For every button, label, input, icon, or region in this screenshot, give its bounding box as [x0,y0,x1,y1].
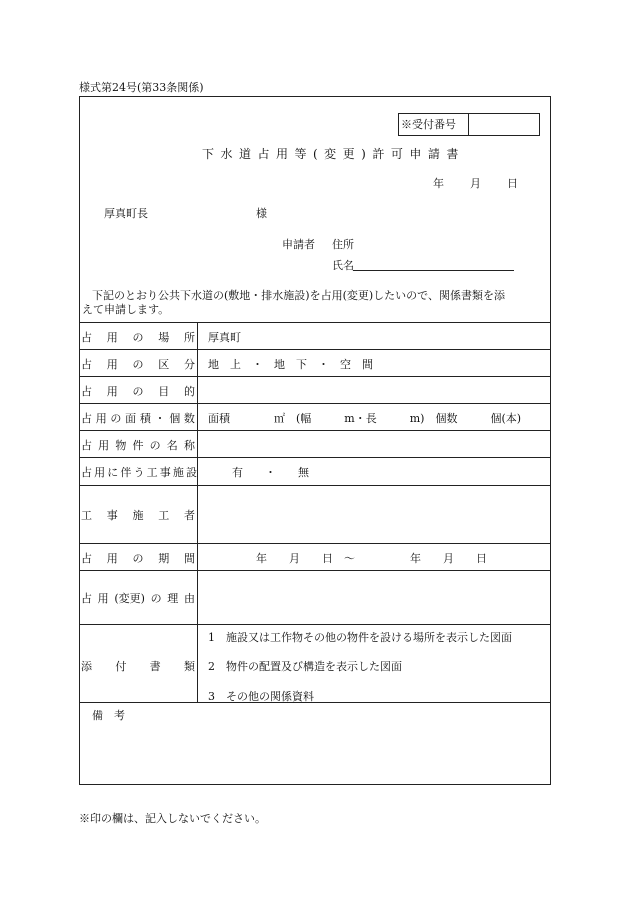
applicant-name-line[interactable] [353,270,514,271]
area-label-char: 個 [169,412,181,425]
reason-label-char: 理 [167,592,179,605]
attachment-item: 1 施設又は工作物その他の物件を設ける場所を表示した図面 [208,631,512,644]
place-label-char: 用 [106,331,118,344]
object-name-label [81,437,195,453]
attachments-label-char: 類 [183,660,195,673]
area-label-char: 数 [183,412,195,425]
division-value[interactable]: 地 上 ・ 地 下 ・ 空 間 [208,358,373,371]
period-label-char: 期 [158,552,170,565]
period-label-char: 間 [184,552,195,565]
construction-label-char: 施 [172,466,184,479]
addressee-name: 厚真町長 [104,207,148,220]
period-label-char: 用 [106,552,118,565]
applicant-name-label: 氏名 [332,259,354,272]
place-label-char: 占 [81,331,92,344]
area-label-char: 面 [125,412,137,425]
division-label-char: 分 [184,358,195,371]
footnote: ※印の欄は、記入しないでください。 [79,812,266,825]
division-label-char: 区 [158,358,170,371]
receipt-number-label: ※受付番号 [399,114,469,135]
object-name-label-char: 件 [132,439,144,452]
division-label-char: 用 [106,358,118,371]
construction-value[interactable]: 有 ・ 無 [232,466,309,479]
attachments-label-char: 書 [149,660,161,673]
contractor-label-char: 者 [184,509,195,522]
place-label-char: の [132,331,144,344]
area-label-char: ・ [154,412,166,425]
contractor-label [81,507,195,523]
reason-label-char: 由 [183,592,195,605]
construction-label-char: に [107,466,119,479]
period-value[interactable]: 年 月 日 〜 年 月 日 [256,552,487,565]
purpose-label-char: 用 [106,385,118,398]
purpose-label-char: 目 [158,385,170,398]
attachments-label-char: 添 [81,660,92,673]
row-divider [79,376,551,377]
period-label [81,550,195,566]
row-divider [79,430,551,431]
reason-label-char: (変更) [114,592,145,605]
label-column-divider [197,322,198,702]
purpose-value[interactable] [208,383,548,399]
place-label-char: 場 [158,331,170,344]
purpose-label-char: 的 [184,385,195,398]
row-divider [79,349,551,350]
row-divider [79,322,551,323]
attachment-item: 2 物件の配置及び構造を表示した図面 [208,660,402,673]
area-value[interactable]: 面積 ㎡ (幅 m・長 m) 個数 個(本) [208,412,522,425]
object-name-label-char: 物 [115,439,127,452]
object-name-value[interactable] [208,437,548,453]
contractor-label-char: 工 [158,509,170,522]
row-divider [79,624,551,625]
applicant-address-label: 住所 [332,238,354,251]
object-name-label-char: 占 [81,439,92,452]
date-month: 月 [470,177,481,190]
construction-label [81,464,197,480]
reason-value[interactable] [208,578,548,618]
contractor-label-char: 事 [106,509,118,522]
row-divider [79,403,551,404]
form-title: 下水道占用等(変更)許可申請書 [202,147,465,161]
intro-line-1: 下記のとおり公共下水道の(敷地・排水施設)を占用(変更)したいので、関係書類を添 [92,289,505,302]
construction-label-char: 伴 [120,466,132,479]
object-name-label-char: 用 [98,439,110,452]
object-name-label-char: 名 [166,439,178,452]
row-divider [79,543,551,544]
place-value[interactable]: 厚真町 [208,331,241,344]
application-date [433,175,518,191]
construction-label-char: 設 [186,466,197,479]
intro-text [82,289,542,317]
contractor-label-char: 施 [132,509,144,522]
reason-label [81,590,195,606]
construction-label-char: 占 [81,466,92,479]
row-divider [79,702,551,703]
intro-line-2: えて申請します。 [82,303,170,316]
construction-label-char: う [133,466,145,479]
contractor-value[interactable] [208,495,548,535]
purpose-label-char: の [132,385,144,398]
area-label-char: の [110,412,122,425]
construction-label-char: 工 [146,466,158,479]
division-label-char: の [132,358,144,371]
period-label-char: 占 [81,552,92,565]
place-label [81,329,195,345]
row-divider [79,485,551,486]
reason-label-char: の [150,592,162,605]
attachments-label-char: 付 [115,660,127,673]
object-name-label-char: の [149,439,161,452]
date-year: 年 [433,177,444,190]
applicant-label: 申請者 [282,238,315,251]
receipt-number-field[interactable] [469,114,539,135]
area-label [81,410,195,426]
object-name-label-char: 称 [183,439,195,452]
period-label-char: の [132,552,144,565]
addressee-honorific: 様 [256,207,267,220]
purpose-label-char: 占 [81,385,92,398]
area-label-char: 用 [95,412,107,425]
form-number: 様式第24号(第33条関係) [79,81,204,94]
area-label-char: 積 [139,412,151,425]
construction-label-char: 用 [94,466,106,479]
contractor-label-char: 工 [81,509,92,522]
row-divider [79,457,551,458]
construction-label-char: 事 [159,466,171,479]
area-label-char: 占 [81,412,92,425]
attachment-item: 3 その他の関係資料 [208,690,314,703]
reason-label-char: 占 [81,592,92,605]
division-label [81,356,195,372]
purpose-label [81,383,195,399]
receipt-number-box [398,113,540,136]
reason-label-char: 用 [97,592,109,605]
remarks-label: 備 考 [92,709,125,722]
division-label-char: 占 [81,358,92,371]
remarks-field[interactable] [92,724,532,774]
attachments-label [81,658,195,674]
row-divider [79,570,551,571]
place-label-char: 所 [184,331,195,344]
date-day: 日 [507,177,518,190]
